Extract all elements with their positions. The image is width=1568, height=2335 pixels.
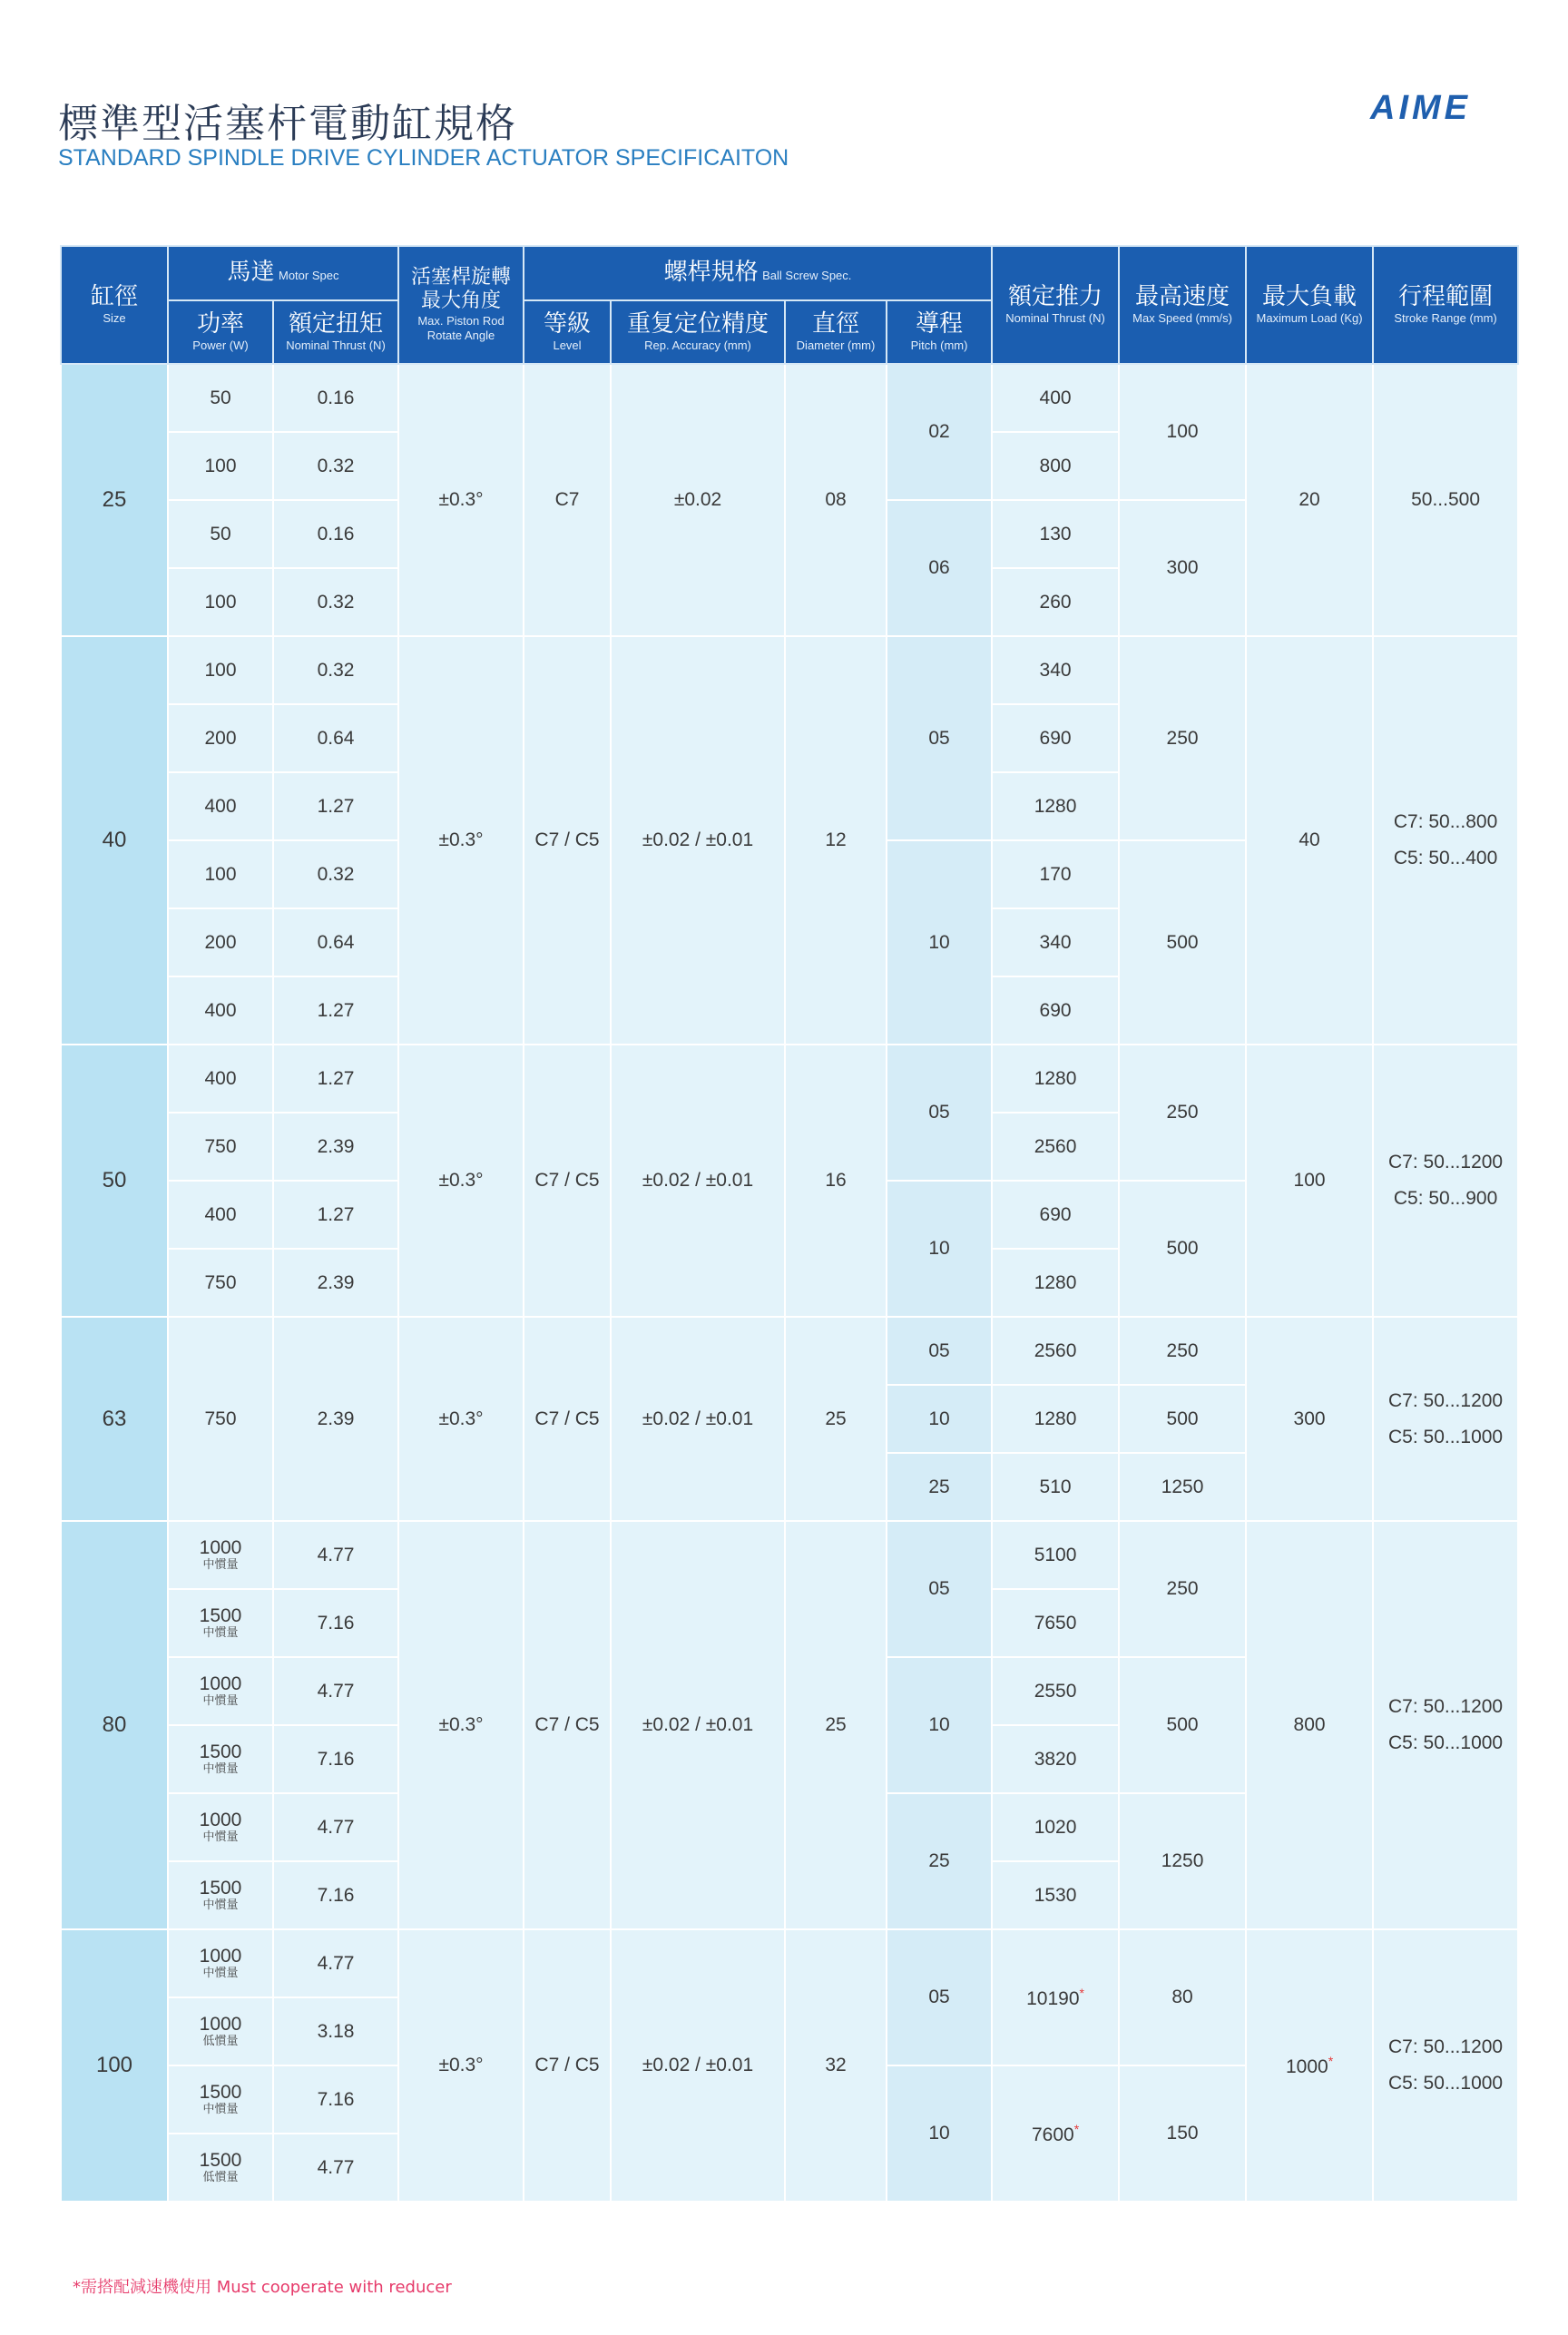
brand-logo-text: AIME — [1370, 89, 1471, 127]
table-row — [61, 1045, 1518, 1113]
thrust-value: 7600 — [1031, 2124, 1074, 2145]
load-value: 20 — [1298, 489, 1320, 510]
cell-speed: 1250 — [1119, 1793, 1246, 1929]
cell-level: C7 / C5 — [524, 1521, 611, 1929]
col-ball-screw: 螺桿規格 Ball Screw Spec. — [524, 246, 992, 300]
table-header — [61, 246, 1518, 364]
cell-thrust: 800 — [992, 432, 1119, 500]
cell-power — [168, 1725, 273, 1793]
cell-power — [168, 568, 273, 636]
cell-speed: 100 — [1119, 364, 1246, 500]
footnote: *需搭配減速機使用 Must cooperate with reducer — [73, 2278, 452, 2297]
cell-torque: 3.18 — [273, 1997, 398, 2065]
cell-power — [168, 840, 273, 908]
cell-size: 80 — [61, 1521, 168, 1929]
stroke-range: C7: 50...800 — [1393, 811, 1498, 833]
stroke-range: C5: 50...1000 — [1388, 1732, 1504, 1753]
cell-accuracy: ±0.02 — [611, 364, 785, 636]
cell-power — [168, 1861, 273, 1929]
cell-pitch: 05 — [887, 1929, 992, 2065]
cell-power — [168, 364, 273, 432]
table-row — [61, 364, 1518, 432]
cell-power — [168, 1113, 273, 1181]
cell-torque: 0.32 — [273, 840, 398, 908]
cell-power — [168, 908, 273, 976]
power-value: 400 — [204, 1067, 237, 1089]
load-value: 800 — [1293, 1714, 1326, 1735]
cell-diameter: 25 — [785, 1521, 887, 1929]
stroke-range: C5: 50...900 — [1393, 1188, 1498, 1209]
cell-power — [168, 772, 273, 840]
reducer-mark: * — [1073, 2121, 1080, 2136]
cell-pitch: 10 — [887, 1181, 992, 1317]
table-row — [61, 1521, 1518, 1589]
cell-rotate: ±0.3° — [398, 1929, 524, 2202]
cell-torque: 2.39 — [273, 1317, 398, 1521]
cell-thrust: 1280 — [992, 1045, 1119, 1113]
cell-thrust: 340 — [992, 908, 1119, 976]
cell-power — [168, 1657, 273, 1725]
load-value: 1000 — [1285, 2055, 1328, 2077]
cell-speed: 250 — [1119, 1317, 1246, 1385]
cell-pitch: 05 — [887, 636, 992, 840]
cell-torque: 7.16 — [273, 1861, 398, 1929]
cell-level: C7 — [524, 364, 611, 636]
stroke-range: C5: 50...1000 — [1388, 1426, 1504, 1447]
power-value: 1000 — [199, 1537, 242, 1559]
table-body — [61, 364, 1518, 2202]
inertia-label: 中慣量 — [202, 1898, 239, 1913]
stroke-range: C5: 50...400 — [1393, 848, 1498, 868]
cell-diameter: 16 — [785, 1045, 887, 1317]
cell-power — [168, 2065, 273, 2134]
power-value: 50 — [210, 523, 231, 545]
cell-thrust: 690 — [992, 976, 1119, 1045]
cell-thrust: 2560 — [992, 1317, 1119, 1385]
cell-accuracy: ±0.02 / ±0.01 — [611, 636, 785, 1045]
cell-pitch: 25 — [887, 1453, 992, 1521]
cell-torque: 0.64 — [273, 908, 398, 976]
cell-accuracy: ±0.02 / ±0.01 — [611, 1317, 785, 1521]
cell-speed: 500 — [1119, 1181, 1246, 1317]
cell-load: 300 — [1246, 1317, 1373, 1521]
table-row — [61, 1317, 1518, 1385]
inertia-label: 中慣量 — [202, 1762, 239, 1777]
cell-stroke — [1373, 636, 1518, 1045]
cell-torque: 7.16 — [273, 2065, 398, 2134]
cell-power — [168, 1521, 273, 1589]
inertia-label: 中慣量 — [202, 2103, 239, 2117]
cell-power — [168, 1181, 273, 1249]
power-value: 400 — [204, 999, 237, 1021]
power-value: 1500 — [199, 1878, 242, 1899]
cell-torque: 0.16 — [273, 500, 398, 568]
inertia-label: 中慣量 — [202, 1967, 239, 1981]
reducer-mark: * — [1328, 2053, 1334, 2068]
cell-power — [168, 636, 273, 704]
power-value: 1000 — [199, 2014, 242, 2036]
cell-size: 40 — [61, 636, 168, 1045]
cell-torque: 0.32 — [273, 568, 398, 636]
cell-thrust: 1280 — [992, 1385, 1119, 1453]
col-pitch: 導程 Pitch (mm) — [887, 300, 992, 364]
cell-torque: 0.64 — [273, 704, 398, 772]
cell-accuracy: ±0.02 / ±0.01 — [611, 1045, 785, 1317]
cell-rotate: ±0.3° — [398, 636, 524, 1045]
cell-torque: 0.16 — [273, 364, 398, 432]
cell-pitch: 25 — [887, 1793, 992, 1929]
cell-speed: 150 — [1119, 2065, 1246, 2202]
cell-thrust: 690 — [992, 1181, 1119, 1249]
cell-load — [1246, 636, 1373, 1045]
cell-speed: 500 — [1119, 840, 1246, 1045]
inertia-label: 中慣量 — [202, 1694, 239, 1709]
cell-torque: 0.32 — [273, 636, 398, 704]
cell-diameter: 25 — [785, 1317, 887, 1521]
cell-torque: 1.27 — [273, 772, 398, 840]
cell-torque: 1.27 — [273, 1181, 398, 1249]
power-value: 1500 — [199, 2082, 242, 2104]
cell-pitch: 10 — [887, 840, 992, 1045]
cell-thrust: 7650 — [992, 1589, 1119, 1657]
cell-power — [168, 500, 273, 568]
page-title-en: STANDARD SPINDLE DRIVE CYLINDER ACTUATOR SPECIFICAITON — [58, 145, 789, 171]
stroke-range: C7: 50...1200 — [1388, 2036, 1504, 2058]
cell-pitch: 10 — [887, 2065, 992, 2202]
cell-level: C7 / C5 — [524, 1045, 611, 1317]
cell-stroke — [1373, 1045, 1518, 1317]
cell-power — [168, 432, 273, 500]
cell-thrust — [992, 2065, 1119, 2202]
cell-accuracy: ±0.02 / ±0.01 — [611, 1521, 785, 1929]
cell-level: C7 / C5 — [524, 636, 611, 1045]
cell-speed: 250 — [1119, 636, 1246, 840]
cell-rotate: ±0.3° — [398, 1521, 524, 1929]
cell-power: 750 — [168, 1317, 273, 1521]
cell-torque: 4.77 — [273, 1521, 398, 1589]
cell-torque: 4.77 — [273, 2134, 398, 2202]
cell-stroke — [1373, 1521, 1518, 1929]
stroke-range: C7: 50...1200 — [1388, 1696, 1504, 1718]
cell-torque: 2.39 — [273, 1113, 398, 1181]
power-value: 1500 — [199, 1741, 242, 1763]
cell-power — [168, 1045, 273, 1113]
cell-power — [168, 2134, 273, 2202]
cell-torque: 7.16 — [273, 1725, 398, 1793]
spec-table — [60, 245, 1519, 2203]
cell-rotate: ±0.3° — [398, 1317, 524, 1521]
cell-power — [168, 1793, 273, 1861]
cell-thrust: 260 — [992, 568, 1119, 636]
cell-torque: 1.27 — [273, 976, 398, 1045]
cell-diameter: 12 — [785, 636, 887, 1045]
col-power: 功率 Power (W) — [168, 300, 273, 364]
cell-thrust: 1280 — [992, 772, 1119, 840]
inertia-label: 低慣量 — [202, 2171, 239, 2185]
cell-power — [168, 1249, 273, 1317]
col-accuracy: 重复定位精度 Rep. Accuracy (mm) — [611, 300, 785, 364]
col-rotate-angle: 活塞桿旋轉 最大角度 Max. Piston Rod Rotate Angle — [398, 246, 524, 364]
cell-thrust: 510 — [992, 1453, 1119, 1521]
cell-speed: 250 — [1119, 1521, 1246, 1657]
stroke-range: C7: 50...1200 — [1388, 1389, 1504, 1411]
cell-pitch: 02 — [887, 364, 992, 500]
cell-thrust: 1020 — [992, 1793, 1119, 1861]
cell-accuracy: ±0.02 / ±0.01 — [611, 1929, 785, 2202]
cell-size: 100 — [61, 1929, 168, 2202]
cell-power — [168, 704, 273, 772]
cell-thrust: 2560 — [992, 1113, 1119, 1181]
reducer-mark: * — [1079, 1985, 1084, 2000]
power-value: 750 — [204, 1271, 237, 1293]
cell-diameter: 32 — [785, 1929, 887, 2202]
cell-torque: 4.77 — [273, 1929, 398, 1997]
cell-speed: 250 — [1119, 1045, 1246, 1181]
col-level: 等級 Level — [524, 300, 611, 364]
cell-load — [1246, 1045, 1373, 1317]
cell-power — [168, 1997, 273, 2065]
cell-thrust: 2550 — [992, 1657, 1119, 1725]
inertia-label: 中慣量 — [202, 1830, 239, 1845]
power-value: 750 — [204, 1135, 237, 1157]
load-value: 40 — [1298, 829, 1320, 850]
col-size: 缸徑 Size — [61, 246, 168, 364]
col-speed: 最高速度 Max Speed (mm/s) — [1119, 246, 1246, 364]
power-value: 1000 — [199, 1810, 242, 1831]
cell-torque: 1.27 — [273, 1045, 398, 1113]
power-value: 100 — [204, 455, 237, 476]
cell-pitch: 10 — [887, 1385, 992, 1453]
cell-thrust: 5100 — [992, 1521, 1119, 1589]
cell-stroke — [1373, 1929, 1518, 2202]
power-value: 100 — [204, 659, 237, 681]
page-title-zh: 標準型活塞杆電動缸規格 — [58, 101, 517, 147]
cell-load — [1246, 364, 1373, 636]
cell-pitch: 10 — [887, 1657, 992, 1793]
brand-logo — [1370, 89, 1471, 128]
cell-stroke — [1373, 1317, 1518, 1521]
cell-size: 25 — [61, 364, 168, 636]
cell-torque: 4.77 — [273, 1657, 398, 1725]
col-thrust: 額定推力 Nominal Thrust (N) — [992, 246, 1119, 364]
cell-thrust: 170 — [992, 840, 1119, 908]
cell-thrust — [992, 1929, 1119, 2065]
col-motor: 馬達 Motor Spec — [168, 246, 398, 300]
thrust-value: 10190 — [1026, 1987, 1080, 2009]
cell-torque: 7.16 — [273, 1589, 398, 1657]
stroke-range: C7: 50...1200 — [1388, 1152, 1504, 1173]
cell-level: C7 / C5 — [524, 1929, 611, 2202]
col-torque: 額定扭矩 Nominal Thrust (N) — [273, 300, 398, 364]
cell-thrust: 340 — [992, 636, 1119, 704]
power-value: 100 — [204, 863, 237, 885]
cell-torque: 2.39 — [273, 1249, 398, 1317]
cell-size: 50 — [61, 1045, 168, 1317]
cell-thrust: 400 — [992, 364, 1119, 432]
table-row — [61, 1929, 1518, 1997]
cell-stroke — [1373, 364, 1518, 636]
cell-thrust: 690 — [992, 704, 1119, 772]
cell-pitch: 06 — [887, 500, 992, 636]
cell-power — [168, 1589, 273, 1657]
cell-speed: 80 — [1119, 1929, 1246, 2065]
cell-thrust: 3820 — [992, 1725, 1119, 1793]
cell-pitch: 05 — [887, 1521, 992, 1657]
inertia-label: 中慣量 — [202, 1626, 239, 1641]
col-diameter: 直徑 Diameter (mm) — [785, 300, 887, 364]
power-value: 400 — [204, 795, 237, 817]
power-value: 100 — [204, 591, 237, 613]
cell-speed: 500 — [1119, 1657, 1246, 1793]
cell-speed: 300 — [1119, 500, 1246, 636]
power-value: 400 — [204, 1203, 237, 1225]
power-value: 1500 — [199, 1605, 242, 1627]
cell-power — [168, 1929, 273, 1997]
cell-size: 63 — [61, 1317, 168, 1521]
cell-rotate: ±0.3° — [398, 364, 524, 636]
cell-thrust: 1280 — [992, 1249, 1119, 1317]
cell-torque: 4.77 — [273, 1793, 398, 1861]
col-stroke: 行程範圍 Stroke Range (mm) — [1373, 246, 1518, 364]
power-value: 200 — [204, 727, 237, 749]
load-value: 100 — [1293, 1170, 1326, 1191]
cell-load — [1246, 1929, 1373, 2202]
cell-power — [168, 976, 273, 1045]
cell-speed: 1250 — [1119, 1453, 1246, 1521]
col-load: 最大負載 Maximum Load (Kg) — [1246, 246, 1373, 364]
cell-load — [1246, 1521, 1373, 1929]
cell-diameter: 08 — [785, 364, 887, 636]
cell-thrust: 130 — [992, 500, 1119, 568]
cell-level: C7 / C5 — [524, 1317, 611, 1521]
power-value: 1000 — [199, 1673, 242, 1695]
power-value: 1500 — [199, 2150, 242, 2172]
power-value: 50 — [210, 387, 231, 408]
stroke-range: 50...500 — [1411, 489, 1481, 511]
cell-thrust: 1530 — [992, 1861, 1119, 1929]
stroke-range: C5: 50...1000 — [1388, 2073, 1504, 2094]
inertia-label: 低慣量 — [202, 2035, 239, 2049]
power-value: 200 — [204, 931, 237, 953]
cell-speed: 500 — [1119, 1385, 1246, 1453]
inertia-label: 中慣量 — [202, 1558, 239, 1573]
power-value: 1000 — [199, 1946, 242, 1967]
cell-pitch: 05 — [887, 1317, 992, 1385]
cell-torque: 0.32 — [273, 432, 398, 500]
cell-pitch: 05 — [887, 1045, 992, 1181]
cell-rotate: ±0.3° — [398, 1045, 524, 1317]
table-row — [61, 636, 1518, 704]
